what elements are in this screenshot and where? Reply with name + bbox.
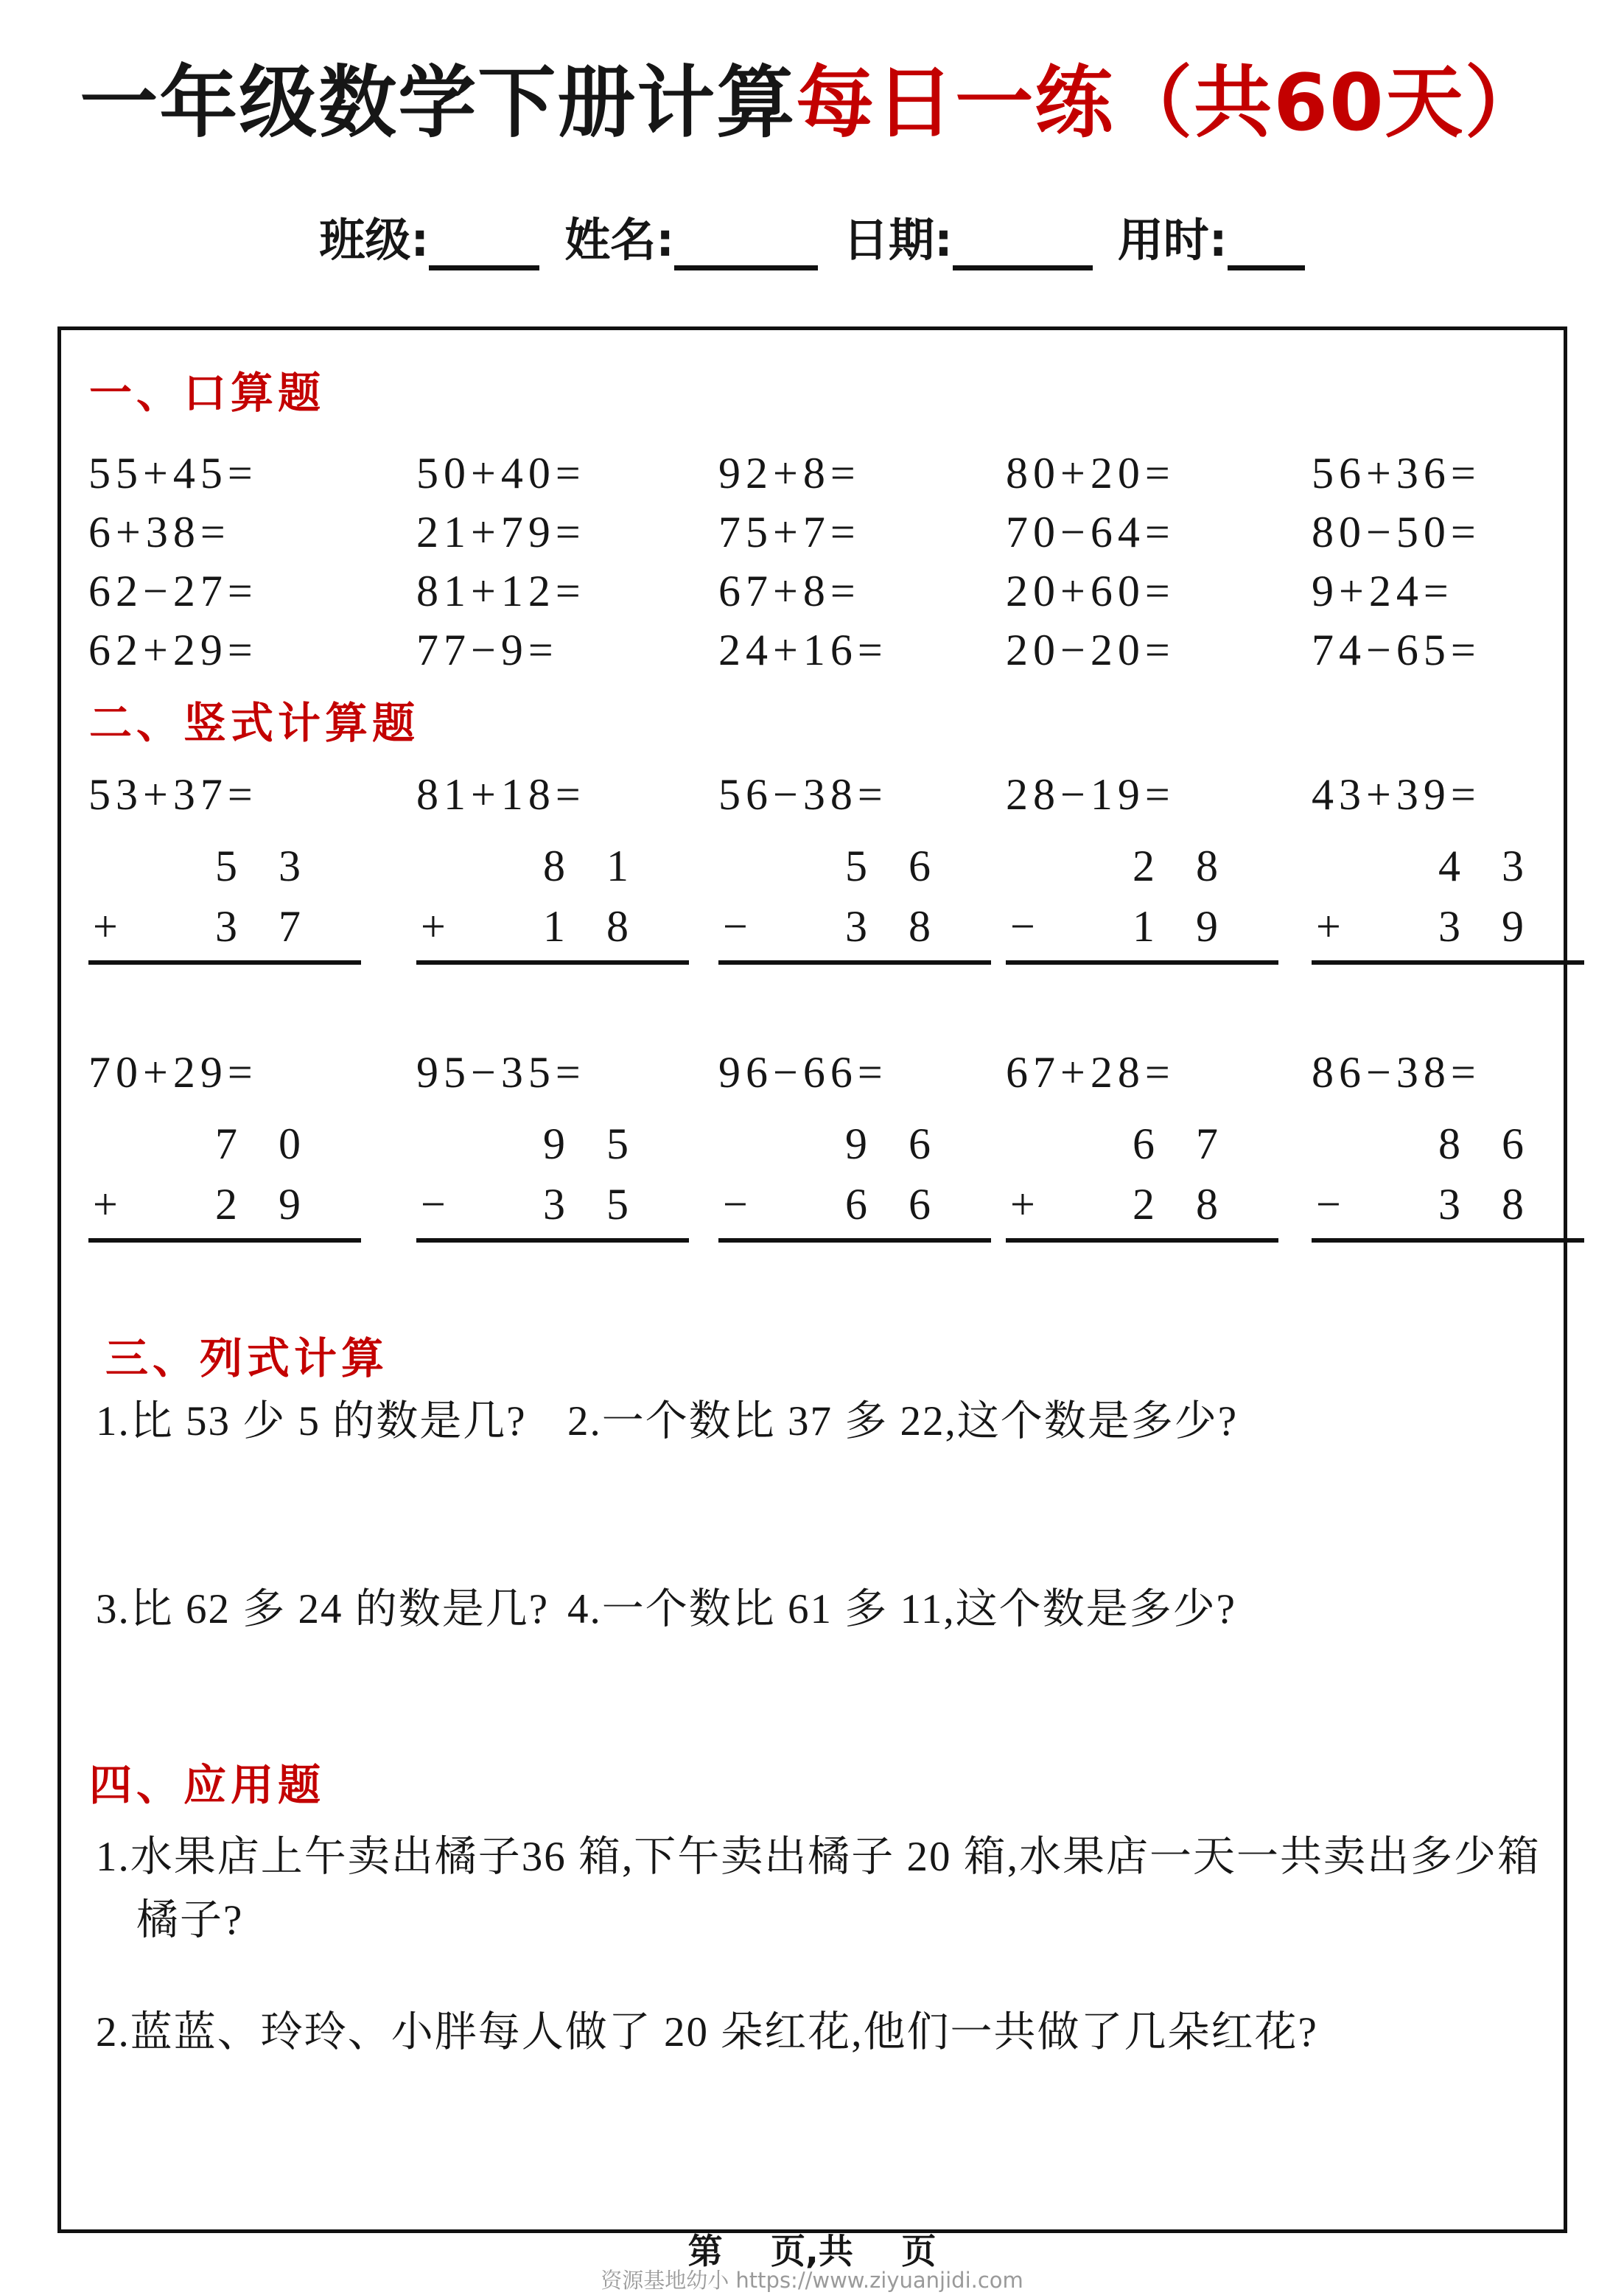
vertical-problem <box>1006 769 1280 965</box>
oral-problem: 81+12= <box>416 567 586 615</box>
vertical-problems-row-2 <box>76 1047 1565 1243</box>
vertical-top-number: 67 <box>1133 1119 1259 1168</box>
vertical-bottom-number: 28 <box>1133 1180 1259 1229</box>
vertical-operator: − <box>723 902 748 951</box>
vertical-equation: 95−35= <box>416 1048 586 1097</box>
expression-problem: 3.比 62 多 24 的数是几? <box>96 1585 550 1632</box>
vertical-problem <box>416 1047 690 1243</box>
vertical-top-number: 53 <box>215 842 342 890</box>
student-info-row <box>0 211 1624 270</box>
section-expression-heading: 三、列式计算 <box>105 1333 389 1383</box>
oral-problem: 75+7= <box>718 508 861 556</box>
vertical-problem <box>1312 1047 1586 1243</box>
time-label: 用时: <box>1117 213 1228 267</box>
date-field <box>843 211 1093 270</box>
oral-problem: 9+24= <box>1312 567 1454 615</box>
vertical-operator: + <box>93 902 118 951</box>
oral-problem: 24+16= <box>718 626 888 674</box>
section-word-heading: 四、应用题 <box>89 1760 326 1811</box>
class-label: 班级: <box>319 213 430 267</box>
vertical-top-number: 70 <box>215 1119 342 1168</box>
vertical-operator: − <box>1010 902 1035 951</box>
vertical-bottom-number: 39 <box>1438 902 1565 951</box>
vertical-top-number: 56 <box>845 842 972 890</box>
oral-problem: 92+8= <box>718 449 861 497</box>
answer-line <box>718 1238 991 1243</box>
oral-problem: 80+20= <box>1006 449 1175 497</box>
vertical-problem <box>718 769 993 965</box>
vertical-bottom-number: 18 <box>543 902 670 951</box>
vertical-operator: + <box>1316 902 1341 951</box>
vertical-bottom-number: 29 <box>215 1180 342 1229</box>
class-blank-line <box>429 214 539 270</box>
vertical-operator: + <box>93 1180 118 1229</box>
vertical-top-number: 81 <box>543 842 670 890</box>
name-field <box>564 211 818 270</box>
date-label: 日期: <box>843 213 953 267</box>
oral-problem: 70−64= <box>1006 508 1175 556</box>
vertical-bottom-number: 37 <box>215 902 342 951</box>
vertical-problems-row-1 <box>76 769 1565 965</box>
watermark-text: 资源基地幼小 https://www.ziyuanjidi.com <box>601 2268 1023 2293</box>
name-blank-line <box>674 214 818 270</box>
oral-problem: 56+36= <box>1312 449 1481 497</box>
vertical-top-number: 86 <box>1438 1119 1565 1168</box>
title-black-part: 一年级数学下册计算 <box>80 57 797 148</box>
answer-line <box>1006 1238 1278 1243</box>
date-blank-line <box>953 214 1093 270</box>
vertical-equation: 43+39= <box>1312 770 1481 819</box>
title-red-part: 每日一练（共60天） <box>796 57 1544 148</box>
vertical-bottom-number: 38 <box>1438 1180 1565 1229</box>
vertical-top-number: 28 <box>1133 842 1259 890</box>
vertical-operator: − <box>723 1180 748 1229</box>
time-field <box>1118 211 1305 270</box>
answer-line <box>416 960 689 965</box>
answer-line <box>416 1238 689 1243</box>
oral-problem: 21+79= <box>416 508 586 556</box>
time-blank-line <box>1228 214 1305 270</box>
oral-problem: 67+8= <box>718 567 861 615</box>
answer-line <box>1312 960 1584 965</box>
oral-problem: 62−27= <box>88 567 258 615</box>
answer-line <box>718 960 991 965</box>
expression-problem: 4.一个数比 61 多 11,这个数是多少? <box>567 1585 1236 1632</box>
section-oral-heading: 一、口算题 <box>89 368 326 418</box>
oral-problem: 6+38= <box>88 508 231 556</box>
vertical-problem <box>1006 1047 1280 1243</box>
vertical-problem <box>88 769 363 965</box>
vertical-problem <box>718 1047 993 1243</box>
oral-problem: 80−50= <box>1312 508 1481 556</box>
vertical-equation: 96−66= <box>718 1048 888 1097</box>
vertical-operator: + <box>421 902 446 951</box>
vertical-equation: 67+28= <box>1006 1048 1175 1097</box>
oral-problem: 50+40= <box>416 449 586 497</box>
answer-line <box>88 960 361 965</box>
vertical-top-number: 95 <box>543 1119 670 1168</box>
vertical-bottom-number: 66 <box>845 1180 972 1229</box>
vertical-problem <box>1312 769 1586 965</box>
oral-problem: 62+29= <box>88 626 258 674</box>
vertical-bottom-number: 38 <box>845 902 972 951</box>
vertical-operator: + <box>1010 1180 1035 1229</box>
expression-problems-grid <box>76 1399 1549 1632</box>
vertical-equation: 86−38= <box>1312 1048 1481 1097</box>
answer-line <box>1006 960 1278 965</box>
vertical-problem <box>88 1047 363 1243</box>
vertical-equation: 56−38= <box>718 770 888 819</box>
vertical-equation: 81+18= <box>416 770 586 819</box>
oral-problems-grid <box>76 444 1549 680</box>
class-field <box>319 211 539 270</box>
word-problem: 2.蓝蓝、玲玲、小胖每人做了 20 朵红花,他们一共做了几朵红花? <box>96 2009 1318 2056</box>
vertical-bottom-number: 19 <box>1133 902 1259 951</box>
word-problem: 1.水果店上午卖出橘子36 箱,下午卖出橘子 20 箱,水果店一天一共卖出多少箱橘子? <box>96 1834 1541 1944</box>
oral-problem: 74−65= <box>1312 626 1481 674</box>
oral-problem: 55+45= <box>88 449 258 497</box>
oral-problem: 20−20= <box>1006 626 1175 674</box>
oral-problem: 77−9= <box>416 626 559 674</box>
page-number-line: 第 页,共 页 <box>687 2232 937 2272</box>
vertical-operator: − <box>421 1180 446 1229</box>
vertical-top-number: 96 <box>845 1119 972 1168</box>
page-title <box>0 55 1624 153</box>
vertical-problem <box>416 769 690 965</box>
expression-problem: 1.比 53 少 5 的数是几? <box>96 1398 527 1445</box>
worksheet-box <box>57 326 1567 2233</box>
oral-problem: 20+60= <box>1006 567 1175 615</box>
answer-line <box>1312 1238 1584 1243</box>
vertical-equation: 70+29= <box>88 1048 258 1097</box>
expression-problem: 2.一个数比 37 多 22,这个数是多少? <box>567 1398 1239 1445</box>
vertical-operator: − <box>1316 1180 1341 1229</box>
vertical-top-number: 43 <box>1438 842 1565 890</box>
vertical-equation: 53+37= <box>88 770 258 819</box>
vertical-equation: 28−19= <box>1006 770 1175 819</box>
vertical-bottom-number: 35 <box>543 1180 670 1229</box>
answer-line <box>88 1238 361 1243</box>
section-vertical-heading: 二、竖式计算题 <box>89 698 420 748</box>
name-label: 姓名: <box>564 213 674 267</box>
